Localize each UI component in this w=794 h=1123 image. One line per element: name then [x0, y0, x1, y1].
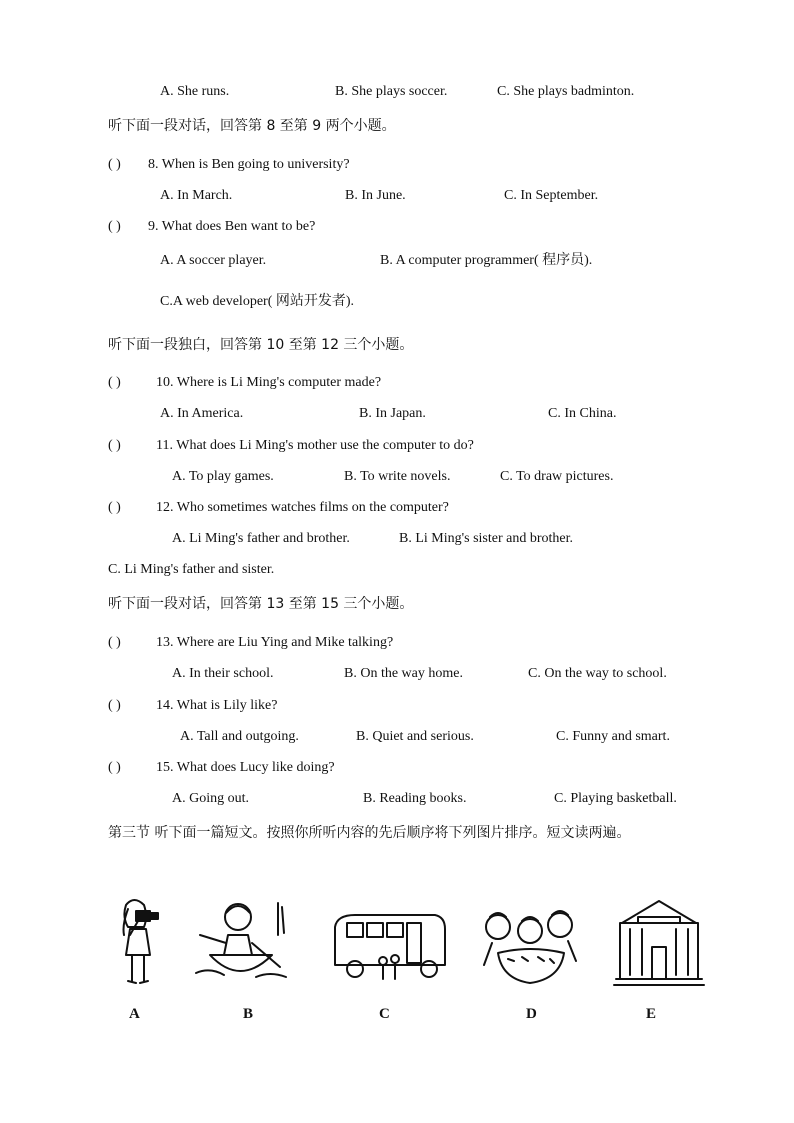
school-bus-icon [325, 895, 450, 995]
question-12-stem: 12. Who sometimes watches films on the computer? [156, 500, 449, 515]
picture-label-d: D [526, 1006, 537, 1022]
option-c: C. In September. [504, 188, 599, 203]
option-c: C. In China. [548, 406, 617, 421]
option-c: C. Playing basketball. [554, 791, 677, 806]
answer-paren: ( ) [108, 157, 121, 172]
option-c: C. On the way to school. [528, 666, 667, 681]
option-b: B. In Japan. [359, 406, 426, 421]
option-b: B. Li Ming's sister and brother. [399, 531, 574, 546]
option-a: A. In their school. [172, 666, 274, 681]
question-13-stem: 13. Where are Liu Ying and Mike talking? [156, 635, 394, 650]
picture-label-e: E [646, 1006, 657, 1022]
boy-rowing-boat-icon [190, 895, 295, 995]
option-a: A. Tall and outgoing. [180, 729, 299, 744]
option-b: B. A computer programmer( 程序员). [380, 253, 593, 268]
section-3-instructions: 第三节 听下面一篇短文。按照你所听内容的先后顺序将下列图片排序。短文读两遍。 [108, 825, 631, 841]
question-14-stem: 14. What is Lily like? [156, 698, 278, 713]
answer-paren: ( ) [108, 698, 121, 713]
option-c: C. She plays badminton. [497, 84, 635, 99]
question-9-stem: 9. What does Ben want to be? [148, 219, 316, 234]
option-b: B. She plays soccer. [335, 84, 448, 99]
option-a: A. She runs. [160, 84, 230, 99]
option-a: A. A soccer player. [160, 253, 267, 268]
section-heading-13-15: 听下面一段对话，回答第 13 至第 15 三个小题。 [108, 596, 414, 612]
option-a: A. In March. [160, 188, 233, 203]
section-heading-8-9: 听下面一段对话，回答第 8 至第 9 两个小题。 [108, 118, 396, 134]
option-a: A. In America. [160, 406, 244, 421]
option-c: C. Li Ming's father and sister. [108, 562, 275, 577]
question-11-stem: 11. What does Li Ming's mother use the computer to do? [156, 438, 474, 453]
question-10-stem: 10. Where is Li Ming's computer made? [156, 375, 382, 390]
option-b: B. In June. [345, 188, 406, 203]
option-b: B. Quiet and serious. [356, 729, 474, 744]
option-a: A. Going out. [172, 791, 249, 806]
section-heading-10-12: 听下面一段独白，回答第 10 至第 12 三个小题。 [108, 337, 414, 353]
option-c: C.A web developer( 网站开发者). [160, 294, 355, 309]
answer-paren: ( ) [108, 219, 121, 234]
option-c: C. To draw pictures. [500, 469, 614, 484]
answer-paren: ( ) [108, 760, 121, 775]
question-15-stem: 15. What does Lucy like doing? [156, 760, 335, 775]
school-building-icon [612, 895, 707, 995]
picture-label-b: B [243, 1006, 254, 1022]
picture-label-c: C [379, 1006, 390, 1022]
option-b: B. On the way home. [344, 666, 463, 681]
answer-paren: ( ) [108, 438, 121, 453]
option-a: A. Li Ming's father and brother. [172, 531, 350, 546]
answer-paren: ( ) [108, 635, 121, 650]
question-8-stem: 8. When is Ben going to university? [148, 157, 350, 172]
picture-label-a: A [129, 1006, 140, 1022]
option-b: B. To write novels. [344, 469, 451, 484]
answer-paren: ( ) [108, 500, 121, 515]
answer-paren: ( ) [108, 375, 121, 390]
option-c: C. Funny and smart. [556, 729, 670, 744]
option-a: A. To play games. [172, 469, 274, 484]
option-b: B. Reading books. [363, 791, 467, 806]
girl-with-camera-icon [108, 895, 168, 995]
kids-eating-icon [478, 895, 583, 995]
